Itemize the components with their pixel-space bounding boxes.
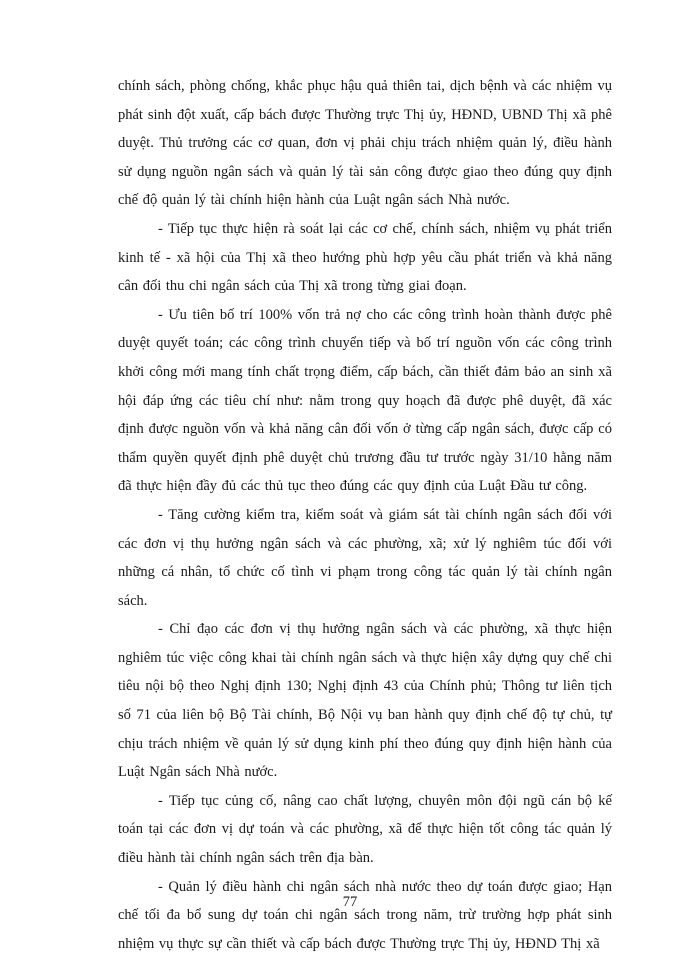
paragraph: - Tiếp tục thực hiện rà soát lại các cơ chế, chính sách, nhiệm vụ phát triển kinh tế - xã hội của Thị xã theo hướng phù hợp yêu cầu phát triển và khả năng cân đối thu chi ngân sách của Thị xã trong từng giai đoạn. (118, 220, 612, 295)
paragraph: - Quản lý điều hành chi ngân sách nhà nước theo dự toán được giao; Hạn chế tối đa bổ sung dự toán chi ngân sách trong năm, trừ trường hợp phát sinh nhiệm vụ thực sự cần thiết và cấp bách được Thường trực Thị ủy, HĐND Thị xã (118, 878, 612, 952)
paragraph: - Ưu tiên bố trí 100% vốn trả nợ cho các công trình hoàn thành được phê duyệt quyết toán; các công trình chuyển tiếp và bố trí nguồn vốn các công trình khởi công mới mang tính chất trọng điểm, cấp bách, cần thiết đảm bảo an sinh xã hội đáp ứng các tiêu chí như: nằm trong quy hoạch đã được phê duyệt, đã xác định được nguồn vốn và khả năng cân đối vốn ở từng cấp ngân sách, được cấp có thẩm quyền quyết định phê duyệt chủ trương đầu tư trước ngày 31/10 hằng năm đã thực hiện đầy đủ các thủ tục theo đúng các quy định của Luật Đầu tư công. (118, 306, 612, 495)
paragraph: - Tăng cường kiểm tra, kiểm soát và giám sát tài chính ngân sách đối với các đơn vị thụ hưởng ngân sách và các phường, xã; xử lý nghiêm túc đối với những cá nhân, tổ chức cố tình vi phạm trong công tác quản lý tài chính ngân sách. (118, 506, 612, 609)
paragraph: - Tiếp tục củng cố, nâng cao chất lượng, chuyên môn đội ngũ cán bộ kế toán tại các đơn vị dự toán và các phường, xã để thực hiện tốt công tác quản lý điều hành tài chính ngân sách trên địa bàn. (118, 792, 612, 867)
page-number: 77 (342, 894, 358, 910)
page-body (118, 72, 612, 958)
paragraph: chính sách, phòng chống, khắc phục hậu quả thiên tai, dịch bệnh và các nhiệm vụ phát sinh đột xuất, cấp bách được Thường trực Thị ủy, HĐND, UBND Thị xã phê duyệt. Thủ trưởng các cơ quan, đơn vị phải chịu trách nhiệm quản lý, điều hành sử dụng nguồn ngân sách và quản lý tài sản công được giao theo đúng quy định chế độ quản lý tài chính hiện hành của Luật ngân sách Nhà nước. (118, 78, 612, 209)
paragraph: - Chỉ đạo các đơn vị thụ hưởng ngân sách và các phường, xã thực hiện nghiêm túc việc công khai tài chính ngân sách và thực hiện xây dựng quy chế chi tiêu nội bộ theo Nghị định 130; Nghị định 43 của Chính phủ; Thông tư liên tịch số 71 của liên bộ Bộ Tài chính, Bộ Nội vụ ban hành quy định chế độ tự chủ, tự chịu trách nhiệm về quản lý sử dụng kinh phí theo đúng quy định hiện hành của Luật Ngân sách Nhà nước. (118, 621, 612, 781)
